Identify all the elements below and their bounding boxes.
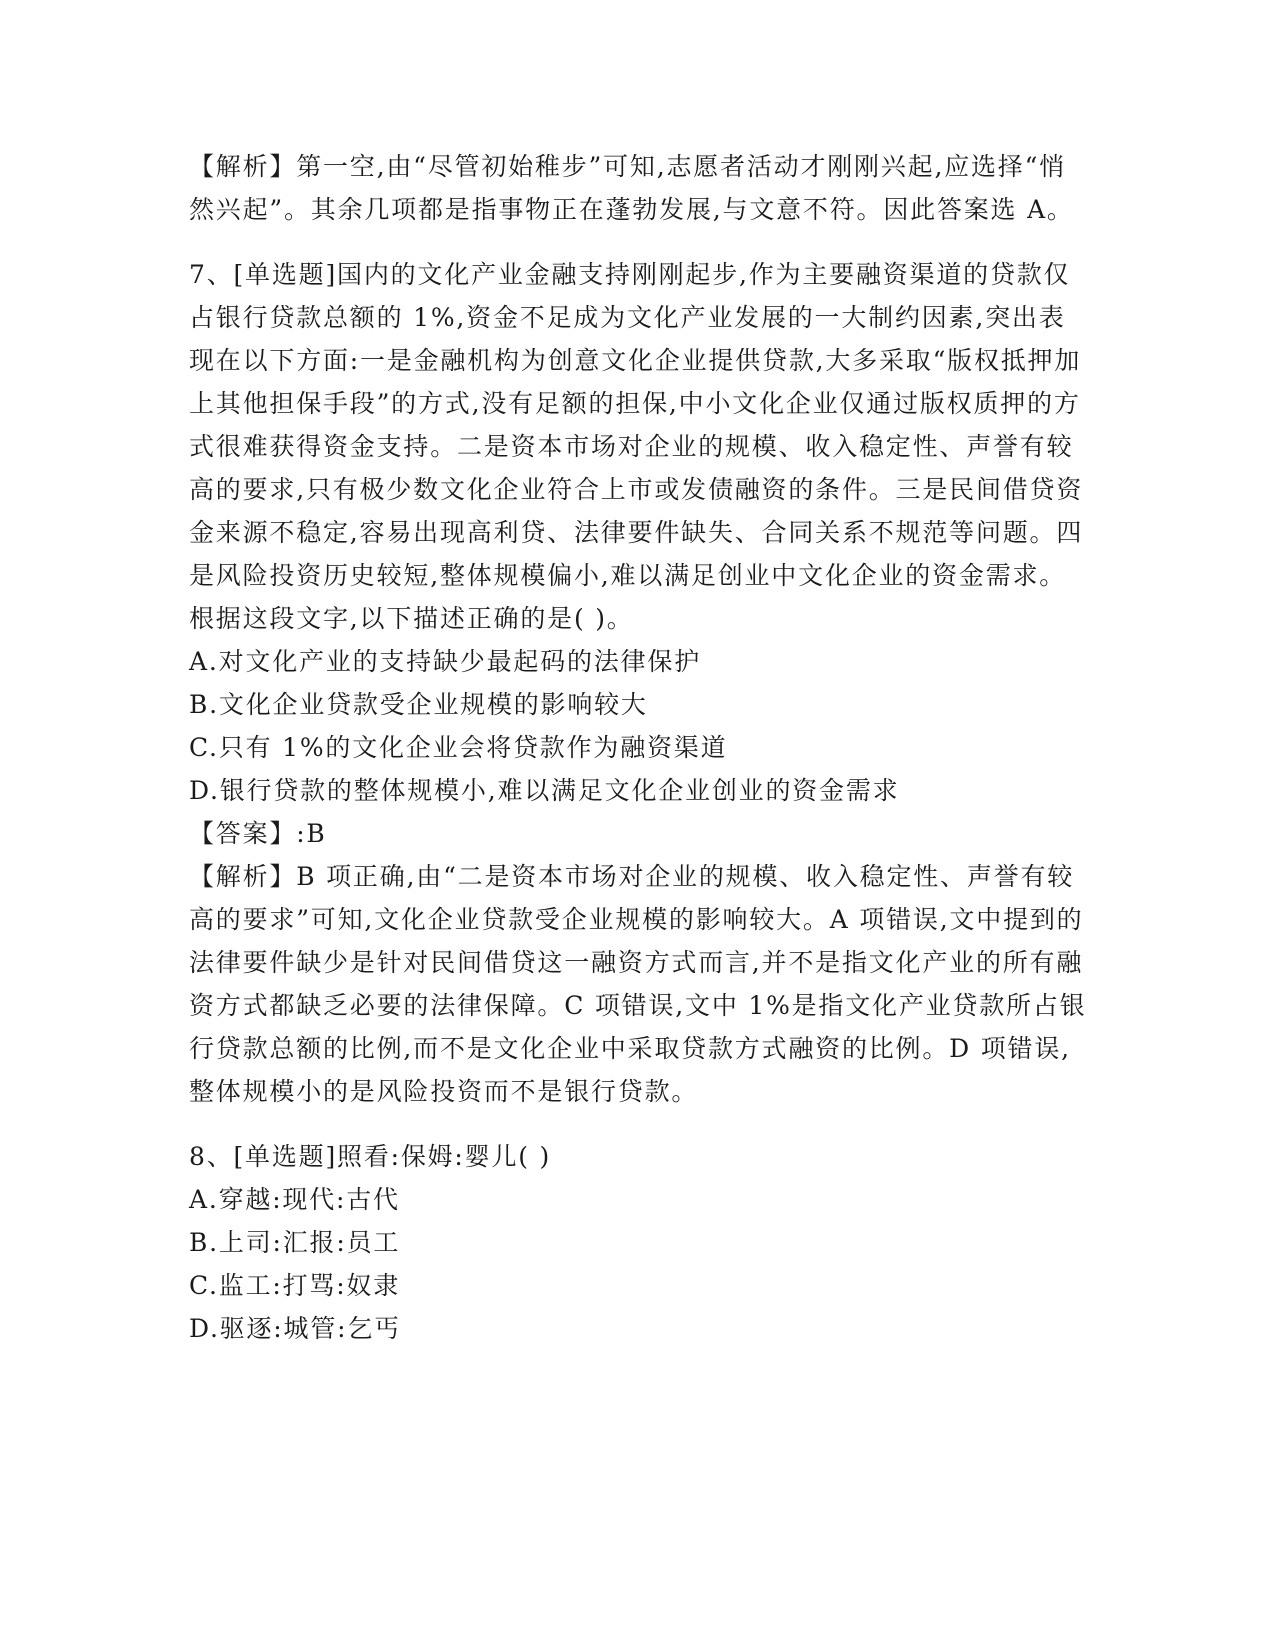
q8-option-d: D.驱逐:城管:乞丐: [189, 1314, 401, 1343]
q7-option-c: C.只有 1%的文化企业会将贷款作为融资渠道: [189, 733, 728, 762]
q7-analysis: 【解析】B 项正确,由“二是资本市场对企业的规模、收入稳定性、声誉有较高的要求”可知,文化企业贷款受企业规模的影响较大。A 项错误,文中提到的法律要件缺少是针对民间借贷这一融资方式而言,并不是指文化产业的所有融资方式都缺乏必要的法律保障。C 项错误,文中 1%是指文化产业贷款所占银行贷款总额的比例,而不是文化企业中采取贷款方式融资的比例。D 项错误,整体规模小的是风险投资而不是银行贷款。: [189, 862, 1087, 1106]
q7-answer: 【答案】:B: [189, 819, 327, 848]
question-8: [189, 1135, 1089, 1350]
spacer: [189, 231, 1089, 253]
q7-option-b: B.文化企业贷款受企业规模的影响较大: [189, 690, 648, 719]
document-page: [189, 145, 1089, 1350]
q7-option-d: D.银行贷款的整体规模小,难以满足文化企业创业的资金需求: [189, 776, 900, 805]
q7-stem: 7、[单选题]国内的文化产业金融支持刚刚起步,作为主要融资渠道的贷款仅占银行贷款总额的 1%,资金不足成为文化产业发展的一大制约因素,突出表现在以下方面:一是金融机构为创意文化企业提供贷款,大多采取“版权抵押加上其他担保手段”的方式,没有足额的担保,中小文化企业仅通过版权质押的方式很难获得资金支持。二是资本市场对企业的规模、收入稳定性、声誉有较高的要求,只有极少数文化企业符合上市或发债融资的条件。三是民间借贷资金来源不稳定,容易出现高利贷、法律要件缺失、合同关系不规范等问题。四是风险投资历史较短,整体规模偏小,难以满足创业中文化企业的资金需求。根据这段文字,以下描述正确的是( )。: [189, 260, 1084, 633]
question-7: [189, 253, 1089, 1113]
q8-option-c: C.监工:打骂:奴隶: [189, 1271, 401, 1300]
q8-stem: 8、[单选题]照看:保姆:婴儿( ): [189, 1142, 552, 1171]
q8-option-a: A.穿越:现代:古代: [189, 1185, 400, 1214]
q6-analysis: 【解析】第一空,由“尽管初始稚步”可知,志愿者活动才刚刚兴起,应选择“悄然兴起”。其余几项都是指事物正在蓬勃发展,与文意不符。因此答案选 A。: [189, 152, 1074, 224]
q7-option-a: A.对文化产业的支持缺少最起码的法律保护: [189, 647, 702, 676]
q8-option-b: B.上司:汇报:员工: [189, 1228, 401, 1257]
spacer: [189, 1113, 1089, 1135]
